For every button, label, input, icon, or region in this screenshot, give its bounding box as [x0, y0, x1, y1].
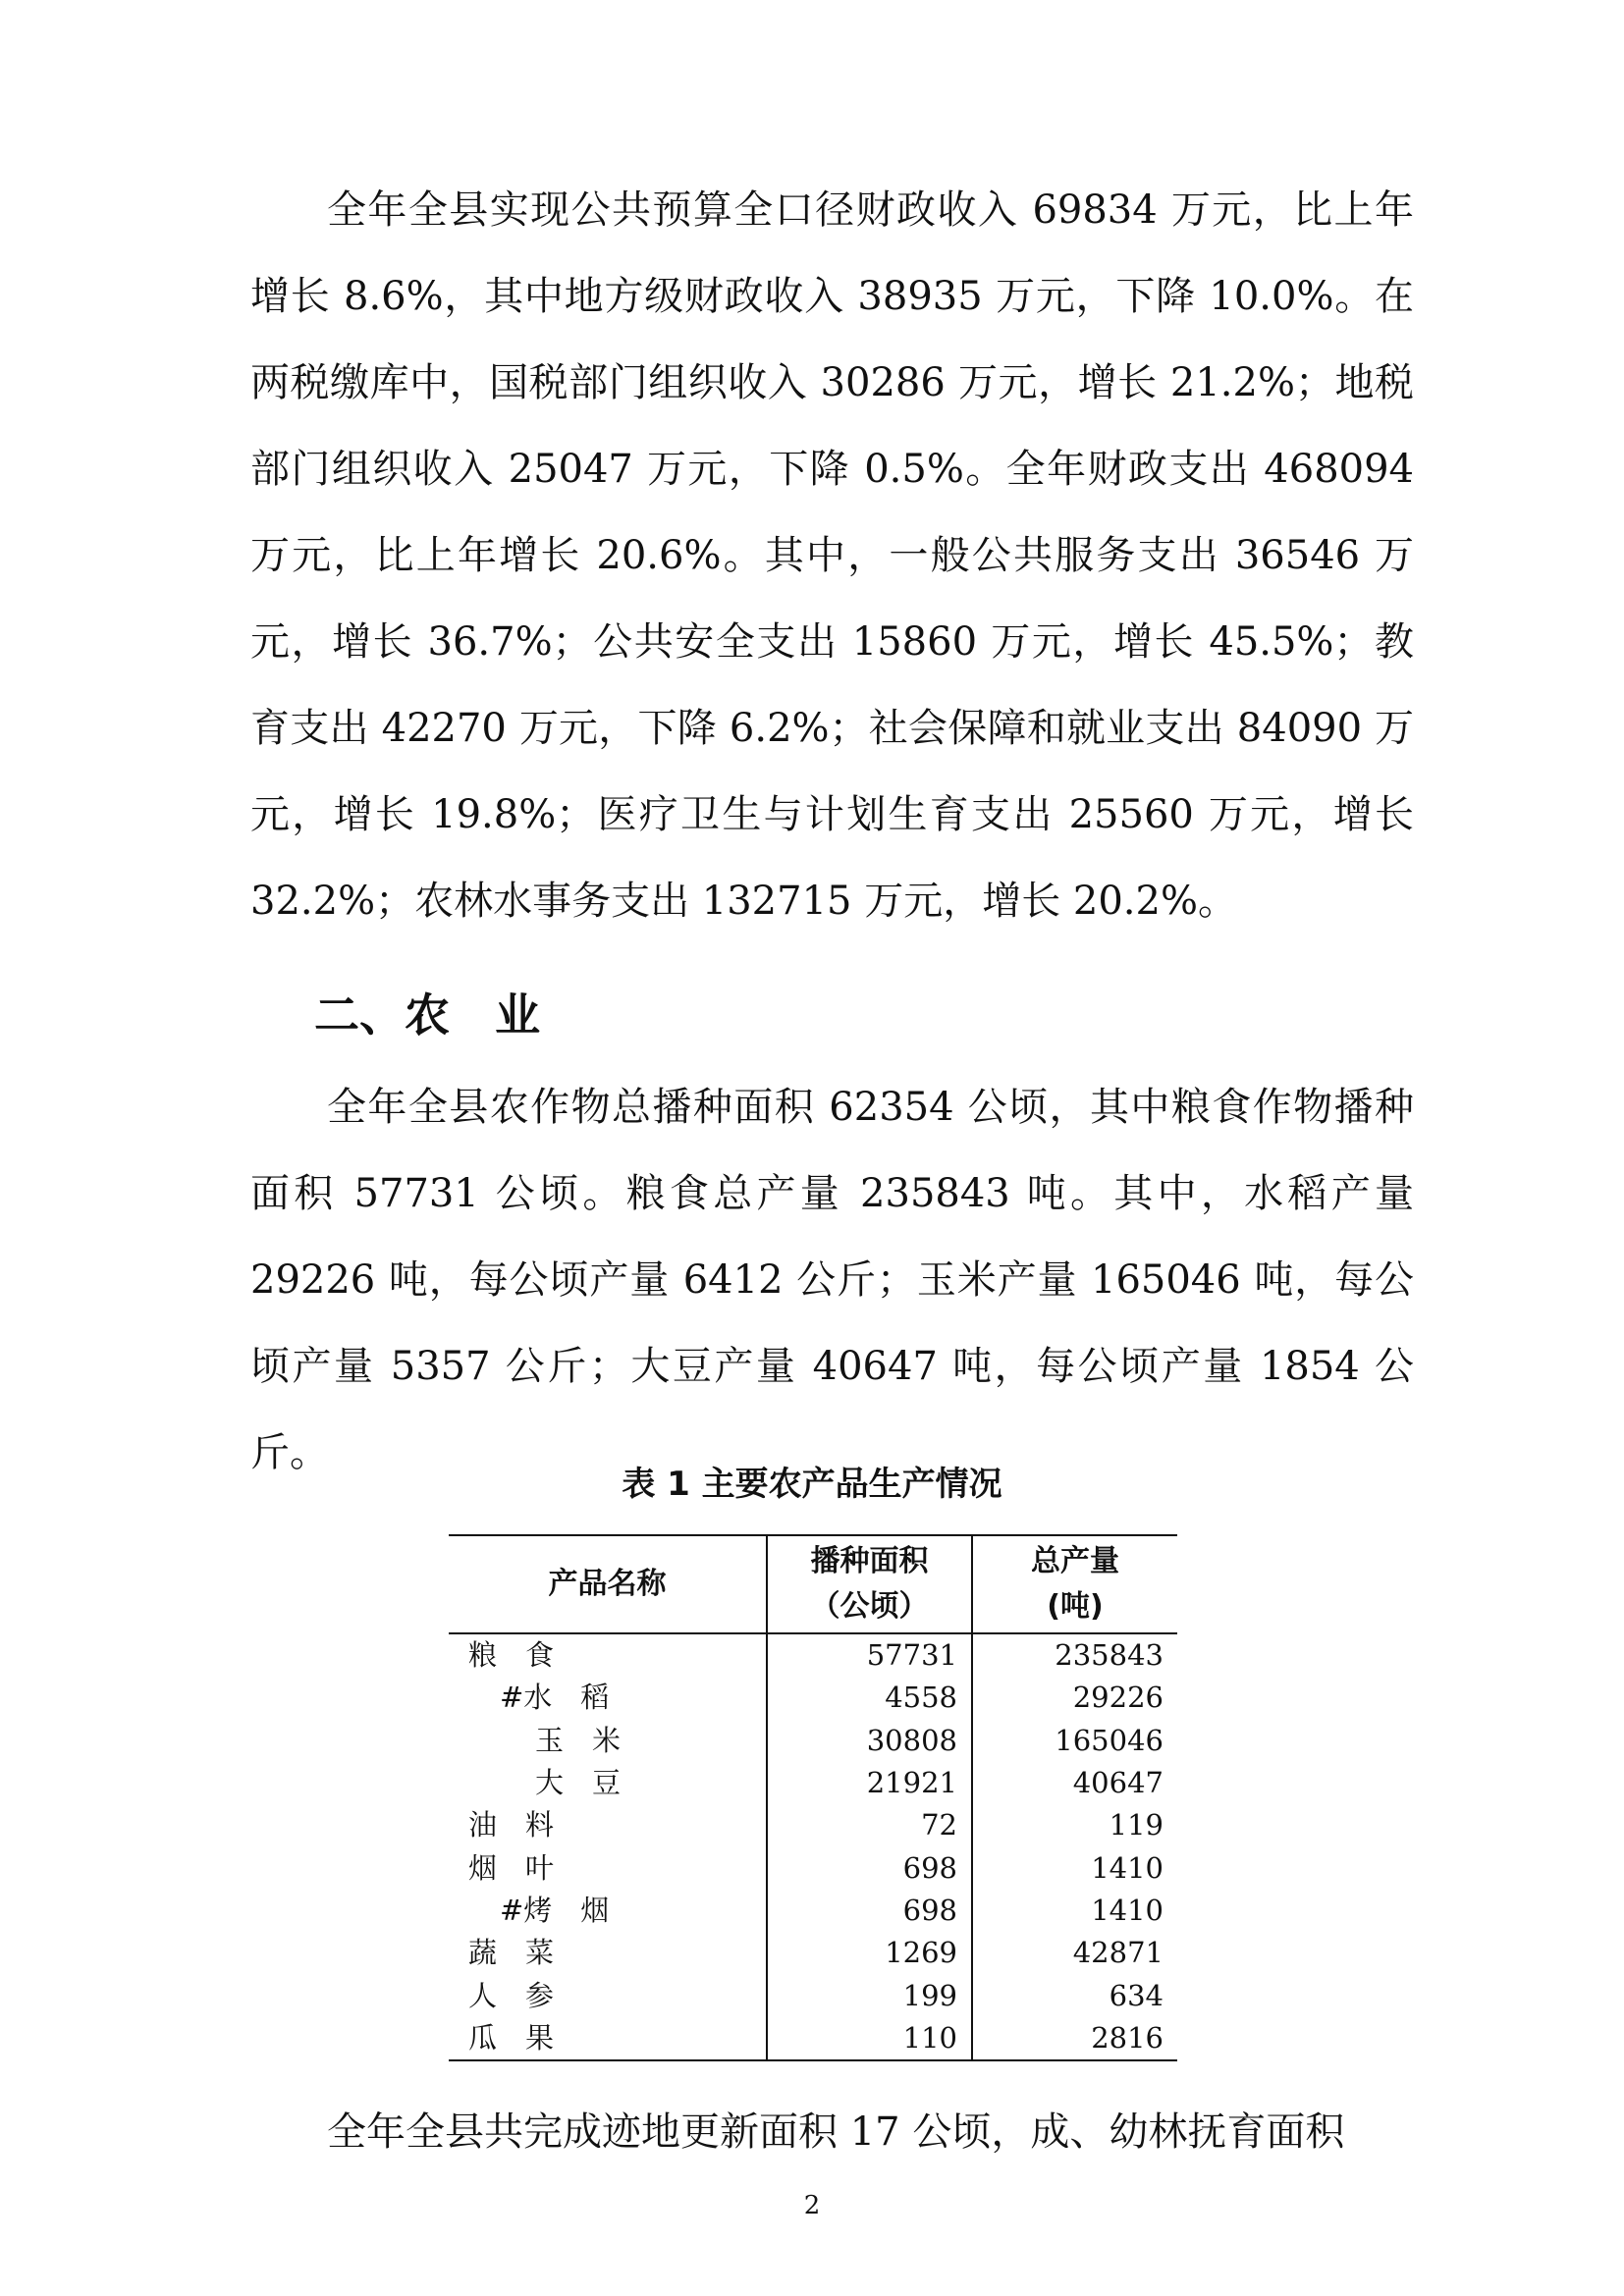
total-output-cell: 119	[972, 1804, 1177, 1846]
total-output-cell: 1410	[972, 1846, 1177, 1889]
agriculture-paragraph: 全年全县农作物总播种面积 62354 公顷，其中粮食作物播种面积 57731 公顷。粮食总产量 235843 吨。其中，水稻产量 29226 吨，每公顷产量 6412 公斤；玉米产量 165046 吨，每公顷产量 5357 公斤；大豆产量 40647 吨，每公顷产量 1854 公斤。	[250, 1085, 1414, 1475]
table-row	[449, 2017, 1177, 2060]
header-total-output-label: 总产量	[1031, 1544, 1119, 1578]
forestry-paragraph: 全年全县共完成迹地更新面积 17 公顷，成、幼林抚育面积	[327, 2109, 1345, 2155]
table-row	[449, 1846, 1177, 1889]
product-name-cell: 烟 叶	[468, 1850, 555, 1885]
product-name-cell: 蔬 菜	[468, 1936, 555, 1970]
sown-area-cell: 698	[767, 1890, 972, 1932]
table-row	[449, 1677, 1177, 1719]
total-output-cell: 42871	[972, 1932, 1177, 1974]
section-heading-agriculture: 二、农 业	[314, 988, 540, 1041]
product-name-cell: 玉 米	[535, 1723, 622, 1757]
total-output-cell: 634	[972, 1974, 1177, 2016]
table-row	[449, 1932, 1177, 1974]
finance-paragraph: 全年全县实现公共预算全口径财政收入 69834 万元，比上年增长 8.6%，其中地方级财政收入 38935 万元，下降 10.0%。在两税缴库中，国税部门组织收入 30286 万元，增长 21.2%；地税部门组织收入 25047 万元，下降 0.5%。全年财政支出 468094 万元，比上年增长 20.6%。其中，一般公共服务支出 36546 万元，增长 36.7%；公共安全支出 15860 万元，增长 45.5%；教育支出 42270 万元，下降 6.2%；社会保障和就业支出 84090 万元，增长 19.8%；医疗卫生与计划生育支出 25560 万元，增长 32.2%；农林水事务支出 132715 万元，增长 20.2%。	[250, 187, 1414, 924]
total-output-cell: 1410	[972, 1890, 1177, 1932]
sown-area-cell: 1269	[767, 1932, 972, 1974]
total-output-cell: 2816	[972, 2017, 1177, 2060]
product-name-cell: 粮 食	[468, 1638, 555, 1673]
total-output-cell: 235843	[972, 1633, 1177, 1677]
table-header-row	[449, 1535, 1177, 1633]
total-output-cell: 40647	[972, 1762, 1177, 1804]
table-row	[449, 1762, 1177, 1804]
header-sown-area-label: 播种面积	[810, 1544, 929, 1578]
agricultural-products-table	[449, 1534, 1177, 2061]
header-sown-area-unit: （公顷）	[810, 1589, 929, 1624]
table-caption: 表 1 主要农产品生产情况	[622, 1465, 1002, 1504]
product-name-cell: 瓜 果	[449, 2017, 767, 2060]
header-total-output	[972, 1535, 1177, 1633]
total-output-cell: 29226	[972, 1677, 1177, 1719]
sown-area-cell: 57731	[767, 1633, 972, 1677]
sown-area-cell: 110	[767, 2017, 972, 2060]
product-name-cell: 大 豆	[535, 1766, 622, 1800]
table-row	[449, 1804, 1177, 1846]
header-product-name: 产品名称	[449, 1535, 767, 1633]
page-number: 2	[803, 2191, 821, 2220]
product-name-cell: 油 料	[468, 1808, 555, 1842]
total-output-cell: 165046	[972, 1720, 1177, 1762]
table-row	[449, 1890, 1177, 1932]
product-name-cell: #水 稻	[500, 1681, 610, 1715]
sown-area-cell: 199	[767, 1974, 972, 2016]
table-row	[449, 1974, 1177, 2016]
table-row	[449, 1720, 1177, 1762]
table-body	[449, 1633, 1177, 2060]
header-sown-area	[767, 1535, 972, 1633]
sown-area-cell: 698	[767, 1846, 972, 1889]
product-name-cell: 人 参	[468, 1978, 555, 2012]
sown-area-cell: 72	[767, 1804, 972, 1846]
sown-area-cell: 30808	[767, 1720, 972, 1762]
header-total-output-unit: (吨)	[1047, 1589, 1104, 1624]
table-row	[449, 1633, 1177, 1677]
sown-area-cell: 4558	[767, 1677, 972, 1719]
product-name-cell: #烤 烟	[500, 1893, 610, 1927]
sown-area-cell: 21921	[767, 1762, 972, 1804]
